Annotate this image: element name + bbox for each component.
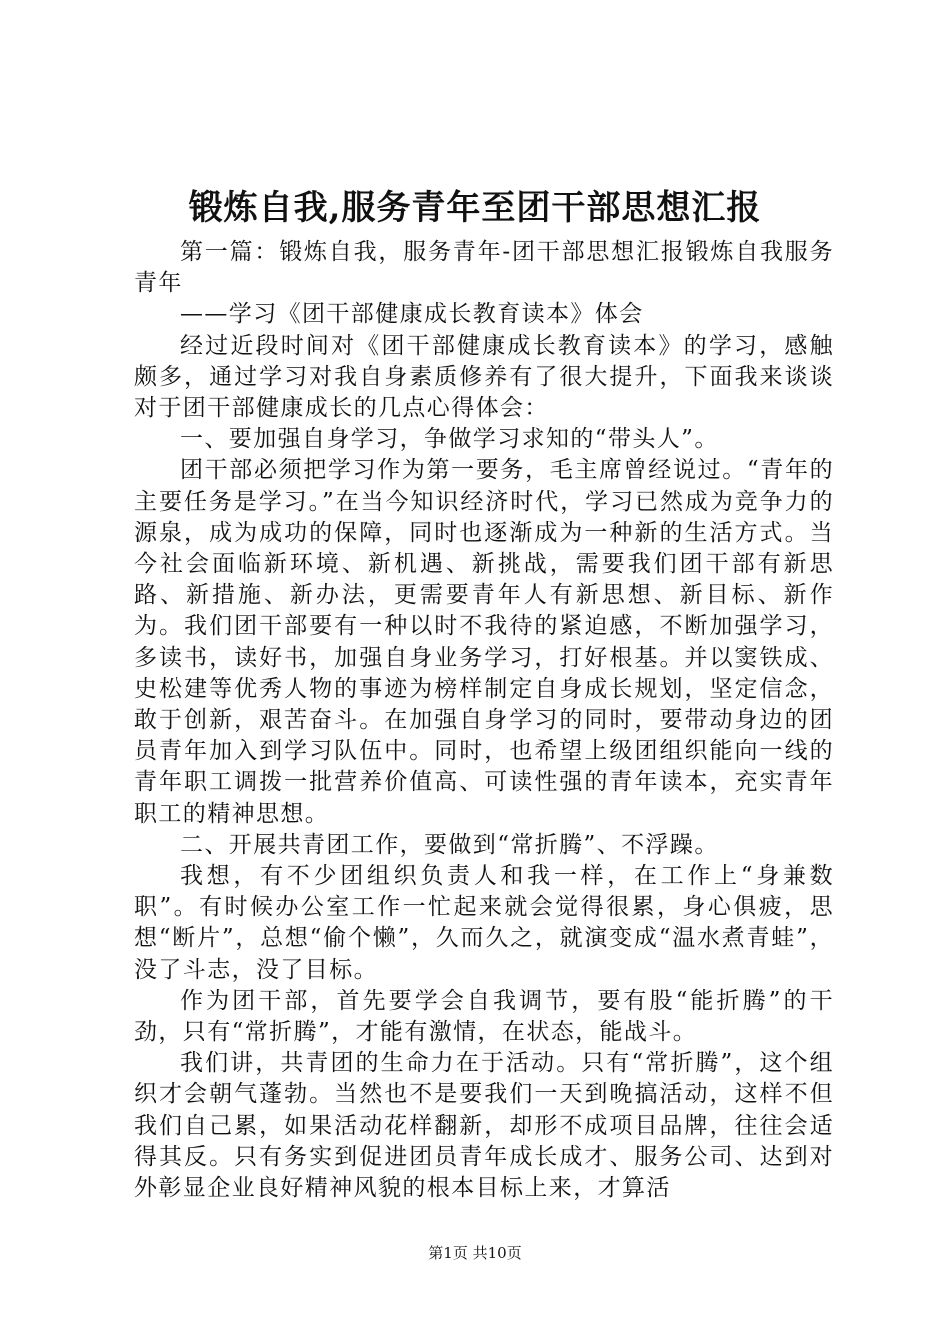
- section-heading-2: 二、开展共青团工作，要做到“常折腾”、不浮躁。: [180, 831, 719, 858]
- paragraph-intro: 经过近段时间对《团干部健康成长教育读本》的学习，感触颇多，通过学习对我自身素质修养有了很大提升，下面我来谈谈对于团干部健康成长的几点心得体会：: [134, 332, 834, 422]
- document-title: 锻炼自我,服务青年至团干部思想汇报: [188, 188, 762, 228]
- document-body: [134, 237, 834, 1204]
- paragraph-subtitle: ——学习《团干部健康成长教育读本》体会: [180, 301, 644, 328]
- paragraph-body: 我们讲，共青团的生命力在于活动。只有“常折腾”，这个组织才会朝气蓬勃。当然也不是要我们一天到晚搞活动，这样不但我们自己累，如果活动花样翻新，却形不成项目品牌，往往会适得其反。只有务实到促进团员青年成长成才、服务公司、达到对外彰显企业良好精神风貌的根本目标上来，才算活: [134, 1050, 834, 1202]
- page-number-footer: 第1页 共10页: [428, 1244, 522, 1262]
- section-heading-1: 一、要加强自身学习，争做学习求知的“带头人”。: [180, 426, 719, 453]
- paragraph-body: 作为团干部，首先要学会自我调节，要有股“能折腾”的干劲，只有“常折腾”，才能有激情，在状态，能战斗。: [134, 987, 834, 1046]
- paragraph-body: 我想，有不少团组织负责人和我一样，在工作上“身兼数职”。有时候办公室工作一忙起来就会觉得很累，身心俱疲，思想“断片”，总想“偷个懒”，久而久之，就演变成“温水煮青蛙”，没了斗志，没了目标。: [134, 863, 834, 983]
- paragraph-heading: 第一篇：锻炼自我，服务青年-团干部思想汇报锻炼自我服务青年: [134, 239, 834, 297]
- paragraph-body: 团干部必须把学习作为第一要务，毛主席曾经说过。“青年的主要任务是学习。”在当今知识经济时代，学习已然成为竞争力的源泉，成为成功的保障，同时也逐渐成为一种新的生活方式。当今社会面临新环境、新机遇、新挑战，需要我们团干部有新思路、新措施、新办法，更需要青年人有新思想、新目标、新作为。我们团干部要有一种以时不我待的紧迫感，不断加强学习，多读书，读好书，加强自身业务学习，打好根基。并以窦铁成、史松建等优秀人物的事迹为榜样制定自身成长规划，坚定信念，敢于创新，艰苦奋斗。在加强自身学习的同时，要带动身边的团员青年加入到学习队伍中。同时，也希望上级团组织能向一线的青年职工调拨一批营养价值高、可读性强的青年读本，充实青年职工的精神思想。: [134, 457, 834, 827]
